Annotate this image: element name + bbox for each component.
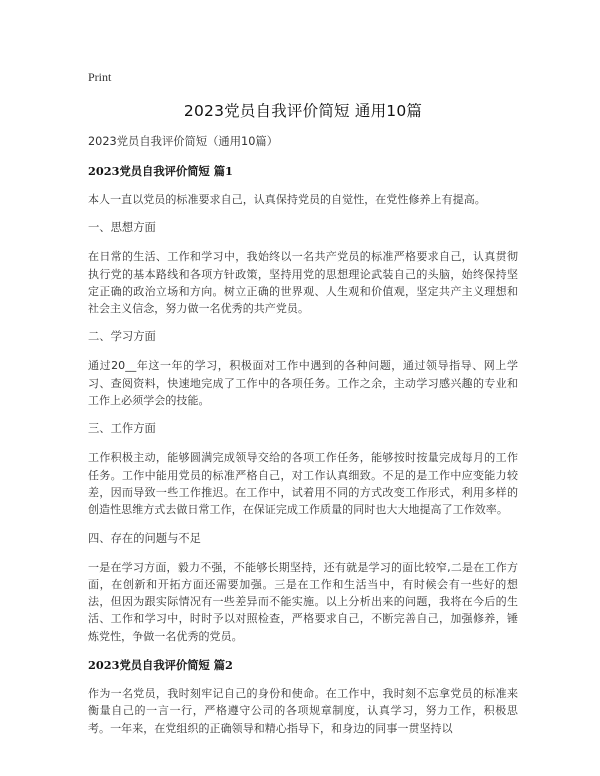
section-text-study: 通过20__年这一年的学习，积极面对工作中遇到的各种问题，通过领导指导、网上学习、查阅资料，快速地完成了工作中的各项任务。工作之余，主动学习感兴趣的专业和工作上必须学会的技能。 [88, 359, 518, 408]
section-text-work: 工作积极主动，能够圆满完成领导交给的各项工作任务，能够按时按量完成每月的工作任务。工作中能用党员的标准严格自己，对工作认真细致。不足的是工作中应变能力较差，因而导致一些工作推迟。在工作中，试着用不同的方式改变工作形式，利用多样的创造性思维方式去做日常工作，在保证完成工作质量的同时也大大地提高了工作效率。 [88, 451, 518, 517]
article1-title: 2023党员自我评价简短 篇1 [88, 164, 233, 178]
article2-text: 作为一名党员，我时刻牢记自己的身份和使命。在工作中，我时刻不忘拿党员的标准来衡量自己的一言一行，严格遵守公司的各项规章制度，认真学习，努力工作，积极思考。一年来，在党组织的正确领导和精心指导下，和身边的同事一贯坚持以 [88, 687, 518, 735]
document-subtitle: 2023党员自我评价简短（通用10篇） [88, 135, 278, 148]
print-label[interactable]: Print [88, 70, 112, 84]
section-heading-thought: 一、思想方面 [88, 221, 156, 235]
article1-intro: 本人一直以党员的标准要求自己，认真保持党员的自觉性，在党性修养上有提高。 [88, 193, 486, 206]
page-title: 2023党员自我评价简短 通用10篇 [183, 102, 423, 120]
section-heading-work: 三、工作方面 [88, 422, 156, 436]
document-page [88, 70, 518, 749]
section-text-thought: 在日常的生活、工作和学习中，我始终以一名共产党员的标准严格要求自己，认真贯彻执行党的基本路线和各项方针政策，坚持用党的思想理论武装自己的头脑，始终保持坚定正确的政治立场和方向。树立正确的世界观、人生观和价值观，坚定共产主义理想和社会主义信念，努力做一名优秀的共产党员。 [88, 250, 518, 316]
section-heading-study: 二、学习方面 [88, 330, 156, 344]
article2-title: 2023党员自我评价简短 篇2 [88, 658, 233, 673]
section-text-problems: 一是在学习方面，毅力不强，不能够长期坚持，还有就是学习的面比较窄,二是在工作方面，在创新和开拓方面还需要加强。三是在工作和生活当中，有时候会有一些好的想法，但因为跟实际情况有一些差异而不能实施。以上分析出来的问题，我将在今后的生活、工作和学习中，时时予以对照检查，严格要求自己，不断完善自己，加强修养，锤炼党性，争做一名优秀的党员。 [88, 560, 518, 643]
section-heading-problems: 四、存在的问题与不足 [88, 531, 201, 545]
